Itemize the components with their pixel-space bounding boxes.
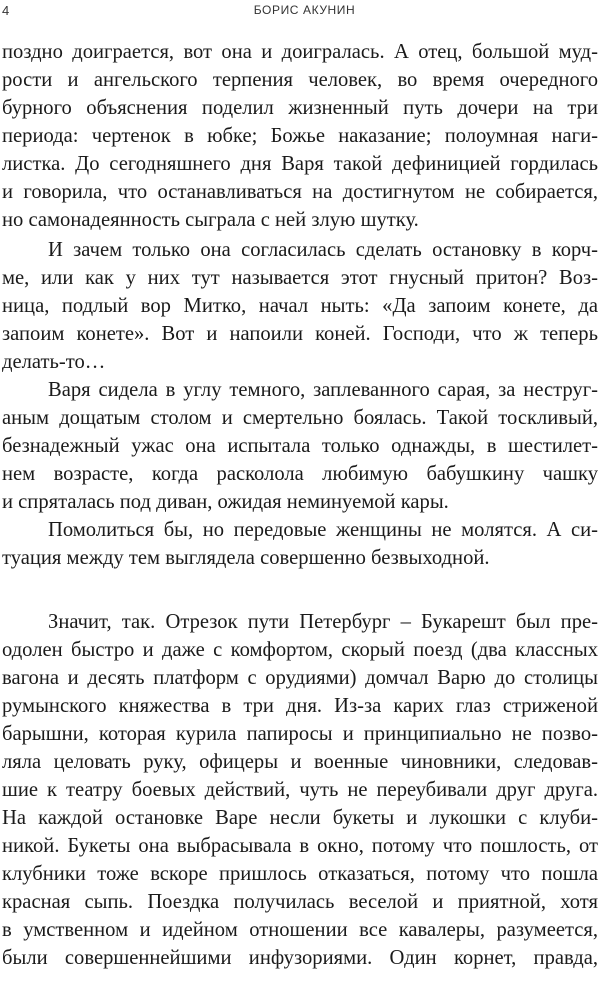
text-line: делать-то…	[2, 351, 106, 373]
text-line: листка. До сегодняшнего дня Варя такой дефиницией гордилась	[2, 153, 598, 175]
text-line: На каждой остановке Варе несли букеты и лукошки с клуби-	[2, 807, 598, 829]
text-line: ляла целовать руку, офицеры и военные чиновники, следовав-	[2, 751, 598, 773]
text-line: запоим конете». Вот и напоили коней. Господи, что ж теперь	[2, 323, 598, 345]
text-line: ме, или как у них тут называется этот гнусный притон? Воз-	[2, 267, 598, 289]
text-line: красная сыпь. Поездка получилась веселой и приятной, хотя	[2, 891, 598, 913]
text-line: Варя сидела в углу темного, заплеванного сарая, за неструг-	[48, 379, 598, 401]
text-line: поздно доиграется, вот она и доигралась. А отец, большой муд-	[2, 41, 598, 63]
text-line: рости и ангельского терпения человек, во время очередного	[2, 69, 598, 91]
text-line: Помолиться бы, но передовые женщины не молятся. А си-	[48, 519, 598, 541]
text-line: барышни, которая курила папиросы и принципиально не позво-	[2, 723, 598, 745]
text-line: и говорила, что останавливаться на достигнутом не собирается,	[2, 181, 598, 203]
running-title: БОРИС АКУНИН	[253, 3, 356, 17]
text-line: ница, подлый вор Митко, начал ныть: «Да запоим конете, да	[2, 295, 598, 317]
text-line: нем возрасте, когда расколола любимую бабушкину чашку	[2, 463, 598, 485]
text-line: клубники тоже вскоре пришлось отказаться, потому что пошла	[2, 863, 598, 885]
text-line: периода: чертенок в юбке; Божье наказание; полоумная наги-	[2, 125, 598, 147]
text-line: аным дощатым столом и смертельно боялась. Такой тоскливый,	[2, 407, 598, 429]
text-line: но самонадеянность сыграла с ней злую шутку.	[2, 209, 419, 231]
text-line: были совершеннейшими инфузориями. Один корнет, правда,	[2, 947, 598, 969]
text-line: румынского княжества в три дня. Из-за карих глаз стриженой	[2, 695, 598, 717]
text-line: туация между тем выглядела совершенно безвыходной.	[2, 547, 490, 569]
text-line: Значит, так. Отрезок пути Петербург – Букарешт был пре-	[48, 611, 598, 633]
text-line: бурного объяснения поделил жизненный путь дочери на три	[2, 97, 598, 119]
text-line: никой. Букеты она выбрасывала в окно, потому что пошлость, от	[2, 835, 598, 857]
page-number: 4	[2, 3, 10, 18]
text-line: и спряталась под диван, ожидая неминуемой кары.	[2, 491, 449, 513]
text-line: вагона и десять платформ с орудиями) домчал Варю до столицы	[2, 667, 598, 689]
text-line: шие к театру боевых действий, чуть не переубивали друг друга.	[2, 779, 598, 801]
text-line: одолен быстро и даже с комфортом, скорый поезд (два классных	[2, 639, 598, 661]
text-line: И зачем только она согласилась сделать остановку в корч-	[48, 239, 598, 261]
page-header	[0, 0, 609, 30]
text-line: безнадежный ужас она испытала только однажды, в шестилет-	[2, 435, 598, 457]
text-line: в умственном и идейном отношении все кавалеры, разумеется,	[2, 919, 598, 941]
